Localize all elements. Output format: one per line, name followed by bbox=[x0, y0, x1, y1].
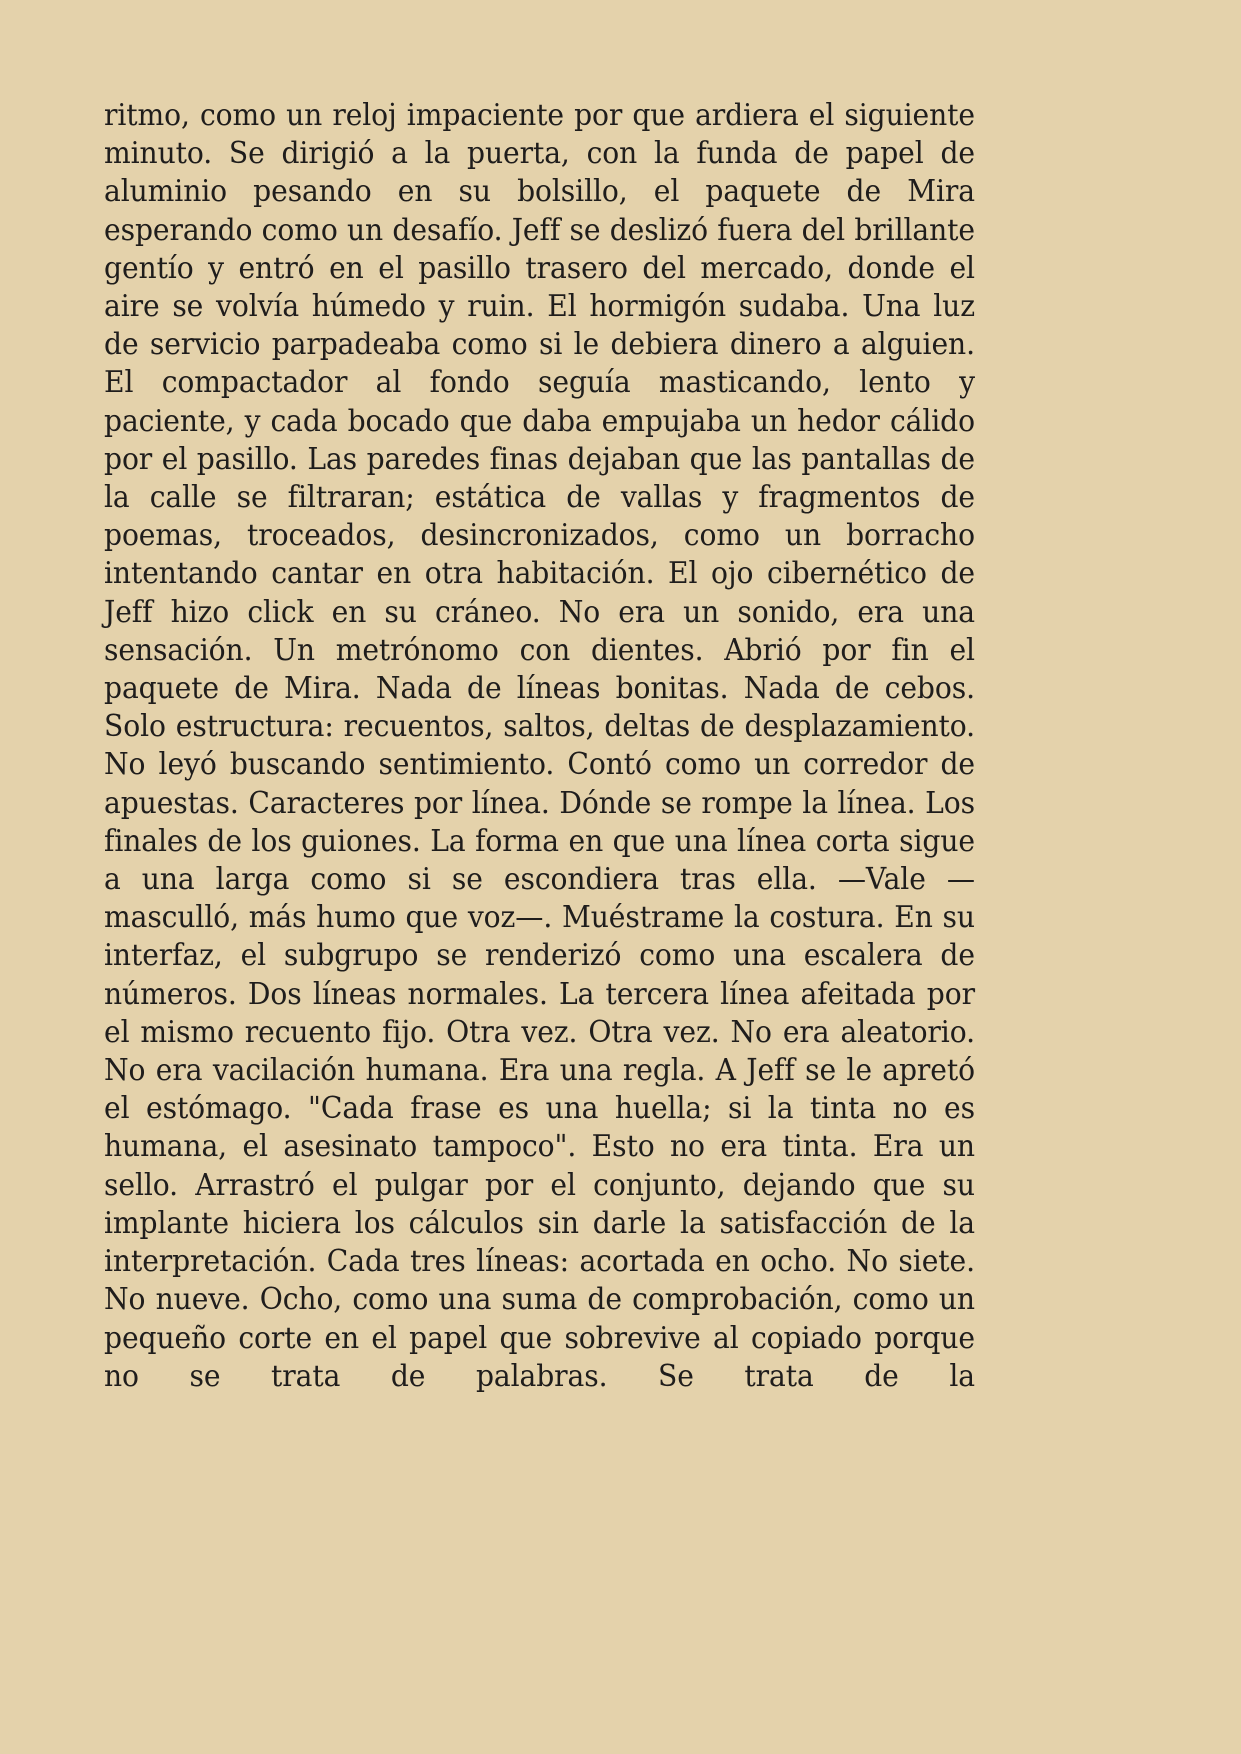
text-column bbox=[104, 96, 1016, 1433]
body-paragraph: ritmo, como un reloj impaciente por que ardiera el siguiente minuto. Se dirigió a la puerta, con la funda de papel de aluminio pesando en su bolsillo, el paquete de Mira esperando como un desafío. Jeff se deslizó fuera del brillante gentío y entró en el pasillo trasero del mercado, donde el aire se volvía húmedo y ruin. El hormigón sudaba. Una luz de servicio parpadeaba como si le debiera dinero a alguien. El compactador al fondo seguía masticando, lento y paciente, y cada bocado que daba empujaba un hedor cálido por el pasillo. Las paredes finas dejaban que las pantallas de la calle se filtraran; estática de vallas y fragmentos de poemas, troceados, desincronizados, como un borracho intentando cantar en otra habitación. El ojo cibernético de Jeff hizo click en su cráneo. No era un sonido, era una sensación. Un metrónomo con dientes. Abrió por fin el paquete de Mira. Nada de líneas bonitas. Nada de cebos. Solo estructura: recuentos, saltos, deltas de desplazamiento. No leyó buscando sentimiento. Contó como un corredor de apuestas. Caracteres por línea. Dónde se rompe la línea. Los finales de los guiones. La forma en que una línea corta sigue a una larga como si se escondiera tras ella. —Vale —masculló, más humo que voz—. Muéstrame la costura. En su interfaz, el subgrupo se renderizó como una escalera de números. Dos líneas normales. La tercera línea afeitada por el mismo recuento fijo. Otra vez. Otra vez. No era aleatorio. No era vacilación humana. Era una regla. A Jeff se le apretó el estómago. "Cada frase es una huella; si la tinta no es humana, el asesinato tampoco". Esto no era tinta. Era un sello. Arrastró el pulgar por el conjunto, dejando que su implante hiciera los cálculos sin darle la satisfacción de la interpretación. Cada tres líneas: acortada en ocho. No siete. No nueve. Ocho, como una suma de comprobación, como un pequeño corte en el papel que sobrevive al copiado porque no se trata de palabras. Se trata de la bbox=[104, 98, 975, 1393]
